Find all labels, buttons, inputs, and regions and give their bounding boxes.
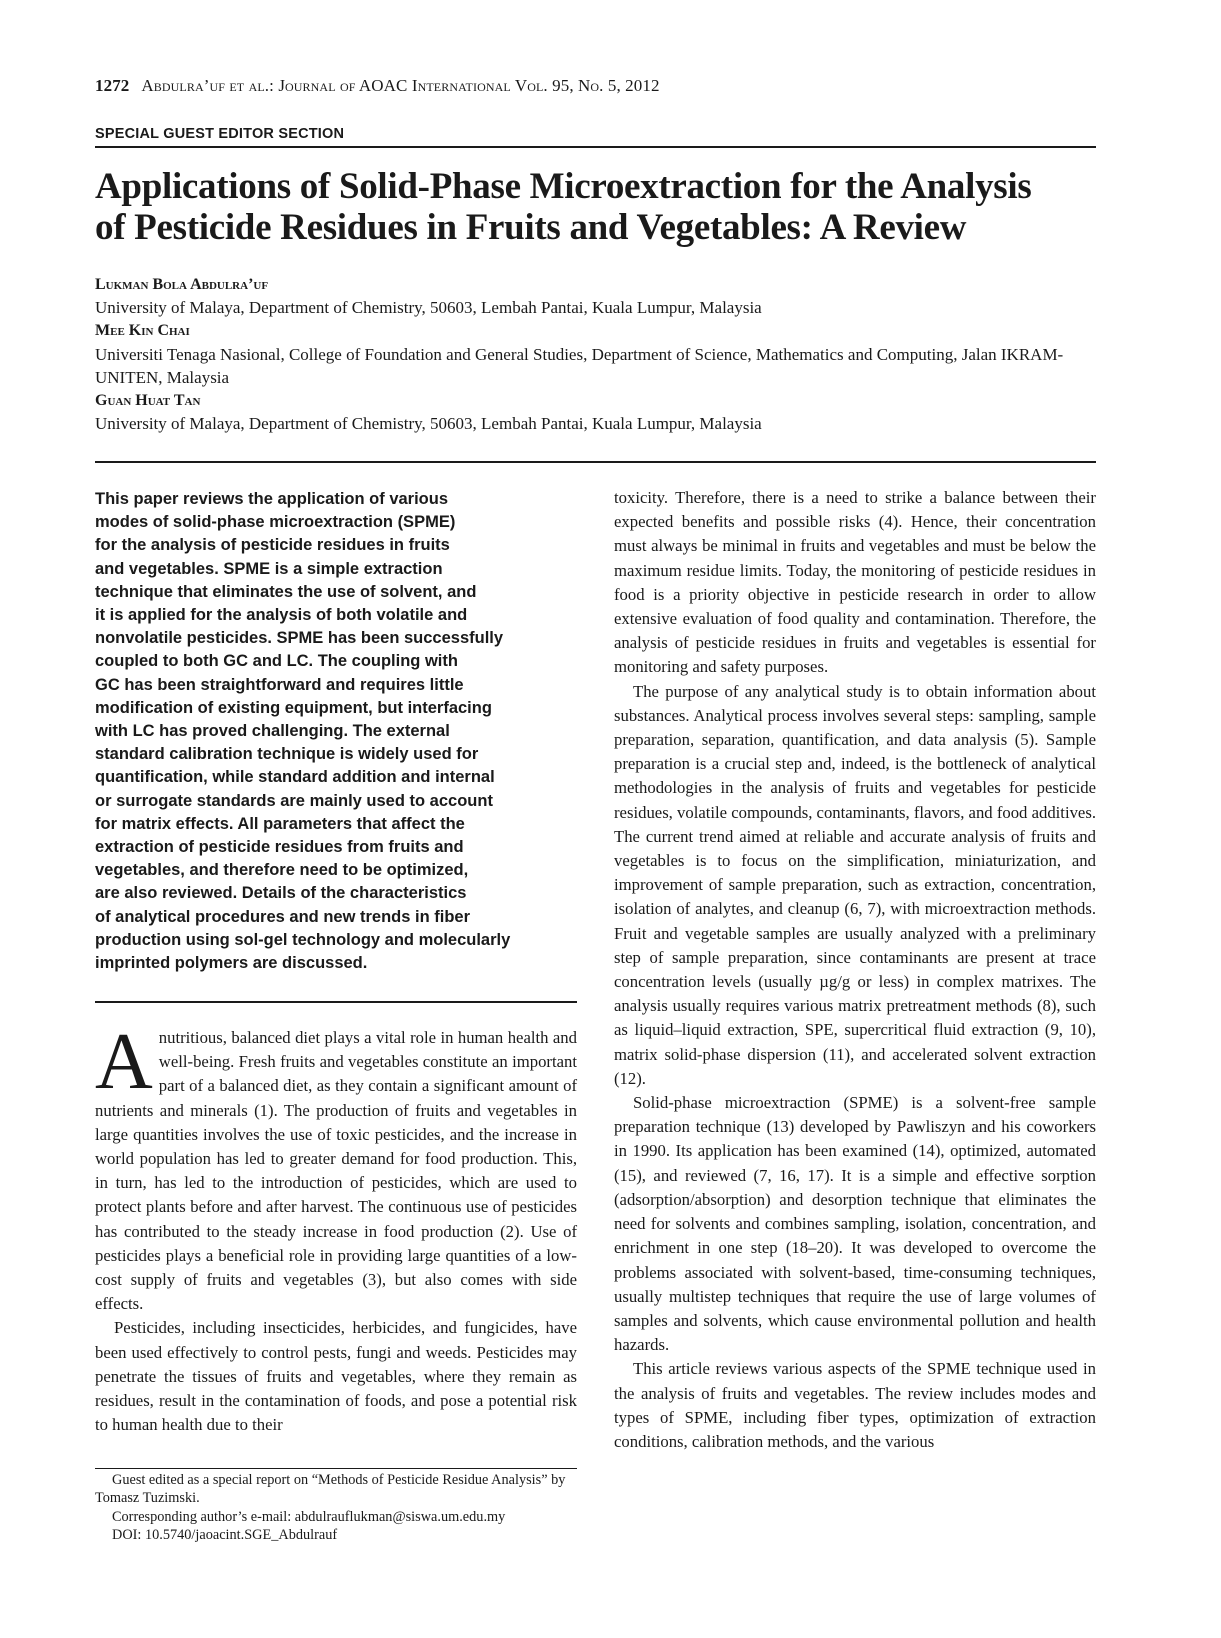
footnote-guest-edited: Guest edited as a special report on “Methods of Pesticide Residue Analysis” by Tomasz Tuzimski. xyxy=(95,1472,566,1507)
abstract-line: of analytical procedures and new trends in fiber xyxy=(95,907,471,926)
abstract-line: GC has been straightforward and requires little xyxy=(95,675,464,694)
author-affiliation: University of Malaya, Department of Chemistry, 50603, Lembah Pantai, Kuala Lumpur, Malaysia xyxy=(95,414,762,434)
abstract-line: for the analysis of pesticide residues in fruits xyxy=(95,536,450,555)
body-paragraph: Solid-phase microextraction (SPME) is a solvent-free sample preparation technique (13) developed by Pawliszyn and his coworkers in 1990. Its application has been examined (14), optimized, automated (15), and reviewed (7, 16, 17). It is a simple and effective sorption (adsorption/absorption) and desorption technique that eliminates the need for solvents and combines sampling, isolation, concentration, and enrichment in one step (18–20). It was developed to overcome the problems associated with solvent-based, time-consuming techniques, usually multistep techniques that require the use of large volumes of samples and solvents, which cause environmental pollution and health hazards. xyxy=(614,1093,1096,1355)
abstract-line: nonvolatile pesticides. SPME has been successfully xyxy=(95,629,504,648)
abstract-line: imprinted polymers are discussed. xyxy=(95,954,368,973)
author-block xyxy=(95,273,1105,435)
abstract-line: and vegetables. SPME is a simple extraction xyxy=(95,559,443,578)
abstract-divider xyxy=(95,1001,577,1003)
abstract-line: technique that eliminates the use of solvent, and xyxy=(95,582,477,601)
abstract-line: with LC has proved challenging. The external xyxy=(95,722,450,741)
body-column-left xyxy=(95,1018,577,1437)
section-tag: SPECIAL GUEST EDITOR SECTION xyxy=(95,126,345,142)
intro-paragraph xyxy=(95,1018,577,1316)
running-head-volume: Vol. 95, No. 5, 2012 xyxy=(510,76,660,95)
page-number: 1272 xyxy=(95,76,130,95)
footnote-email: Corresponding author’s e-mail: abdulrauflukman@siswa.um.edu.my xyxy=(112,1508,506,1525)
body-paragraph: Pesticides, including insecticides, herbicides, and fungicides, have been used effectively to control pests, fungi and weeds. Pesticides may penetrate the tissues of fruits and vegetables, where they remain as residues, result in the contamination of foods, and pose a potential risk to human health due to their xyxy=(95,1318,577,1435)
article-title xyxy=(95,166,1105,248)
abstract-line: vegetables, and therefore need to be optimized, xyxy=(95,861,469,880)
body-paragraph: This article reviews various aspects of the SPME technique used in the analysis of fruits and vegetables. The review includes modes and types of SPME, including fiber types, optimization of extraction conditions, calibration methods, and the various xyxy=(614,1359,1096,1451)
abstract-line: coupled to both GC and LC. The coupling with xyxy=(95,652,458,671)
running-head-authors: Abdulra’uf et al. xyxy=(141,76,270,95)
abstract-line: modes of solid-phase microextraction (SPME) xyxy=(95,513,456,532)
abstract-line: This paper reviews the application of various xyxy=(95,490,449,508)
author-name: Lukman Bola Abdulra’uf xyxy=(95,276,269,293)
footnotes xyxy=(95,1471,577,1545)
footnote-doi: DOI: 10.5740/jaoacint.SGE_Abdulrauf xyxy=(112,1527,338,1544)
author-affiliation: Universiti Tenaga Nasional, College of Foundation and General Studies, Department of Science, Mathematics and Computing, Jalan IKRAM-UNITEN, Malaysia xyxy=(95,344,1064,387)
title-line: of Pesticide Residues in Fruits and Vegetables: A Review xyxy=(95,207,967,248)
running-head xyxy=(95,76,660,96)
abstract-line: production using sol-gel technology and molecularly xyxy=(95,930,511,949)
abstract-line: quantification, while standard addition and internal xyxy=(95,768,495,787)
abstract-line: standard calibration technique is widely used for xyxy=(95,745,479,764)
abstract-line: it is applied for the analysis of both volatile and xyxy=(95,606,468,625)
drop-cap: A xyxy=(95,1018,153,1106)
body-paragraph: toxicity. Therefore, there is a need to strike a balance between their expected benefits and possible risks (4). Hence, their concentration must always be minimal in fruits and vegetables and must be below the maximum residue limits. Today, the monitoring of pesticide residues in food is a priority objective in pesticide research in order to allow extensive evaluation of food quality and contamination. Therefore, the analysis of pesticide residues in fruits and vegetables is essential for monitoring and safety purposes. xyxy=(614,488,1096,677)
author-name: Guan Huat Tan xyxy=(95,392,201,410)
body-column-right xyxy=(614,486,1096,1454)
author-affiliation: University of Malaya, Department of Chemistry, 50603, Lembah Pantai, Kuala Lumpur, Malaysia xyxy=(95,298,762,318)
abstract-line: are also reviewed. Details of the characteristics xyxy=(95,884,467,903)
author-name: Mee Kin Chai xyxy=(95,322,190,340)
abstract xyxy=(95,488,585,975)
section-rule xyxy=(95,146,1096,148)
abstract-line: or surrogate standards are mainly used to account xyxy=(95,791,493,810)
running-head-journal: : Journal of AOAC International xyxy=(269,76,511,95)
header-divider xyxy=(95,461,1096,463)
footnote-rule xyxy=(95,1468,577,1469)
intro-text: nutritious, balanced diet plays a vital role in human health and well-being. Fresh fruits and vegetables constitute an important part of a balanced diet, as they contain a significant amount of nutrients and minerals (1). The production of fruits and vegetables in large quantities involves the use of toxic pesticides, and the increase in world population has led to greater demand for food production. This, in turn, has led to the introduction of pesticides, which are used to protect plants before and after harvest. The continuous use of pesticides has contributed to the steady increase in food production (2). Use of pesticides plays a beneficial role in providing large quantities of a low-cost supply of fruits and vegetables (3), but also comes with side effects. xyxy=(95,1028,577,1314)
title-line: Applications of Solid-Phase Microextraction for the Analysis xyxy=(95,166,1032,207)
abstract-line: for matrix effects. All parameters that affect the xyxy=(95,814,465,833)
abstract-line: extraction of pesticide residues from fruits and xyxy=(95,838,464,857)
abstract-line: modification of existing equipment, but interfacing xyxy=(95,698,492,717)
body-paragraph: The purpose of any analytical study is to obtain information about substances. Analytical process involves several steps: sampling, sample preparation, separation, quantification, and data analysis (5). Sample preparation is a crucial step and, indeed, is the bottleneck of analytical methodologies in the analysis of fruits and vegetables for pesticide residues, volatile compounds, contaminants, flavors, and food additives. The current trend aimed at reliable and accurate analysis of fruits and vegetables is to focus on the simplification, miniaturization, and improvement of sample preparation, such as extraction, concentration, isolation of analytes, and cleanup (6, 7), with microextraction methods. Fruit and vegetable samples are usually analyzed with a preliminary step of sample preparation, since contaminants are present at trace concentration levels (usually µg/g or less) in complex matrixes. The analysis usually requires various matrix pretreatment methods (8), such as liquid–liquid extraction, SPE, supercritical fluid extraction (9, 10), matrix solid-phase dispersion (11), and accelerated solvent extraction (12). xyxy=(614,681,1096,1088)
